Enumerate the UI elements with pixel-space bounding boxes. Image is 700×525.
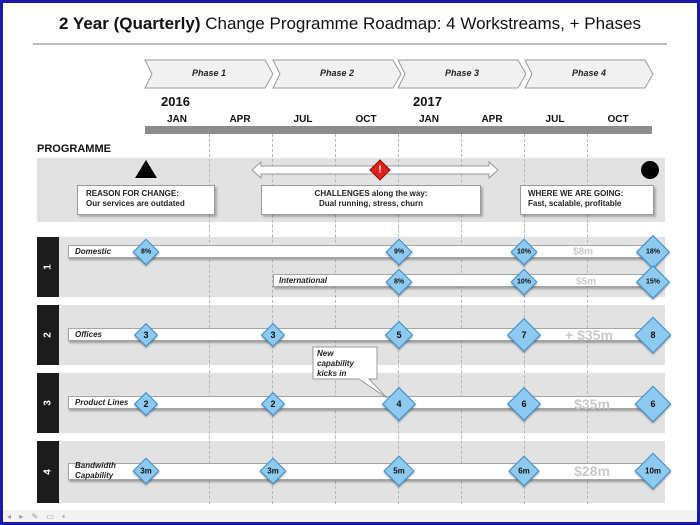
milestone-label: 3 xyxy=(143,330,149,340)
start-triangle-icon xyxy=(134,159,158,179)
phase-2-chevron: Phase 2 xyxy=(272,59,402,89)
milestone-label: 6m xyxy=(518,466,530,476)
workstream-2-tab: 2 xyxy=(37,305,59,365)
milestone-label: 4 xyxy=(396,399,402,409)
row-label-offices: Offices xyxy=(75,330,102,339)
milestone-label: 5 xyxy=(396,330,402,340)
phase-1-chevron: Phase 1 xyxy=(144,59,274,89)
month-label: JUL xyxy=(545,114,565,125)
workstream-1-tab: 1 xyxy=(37,237,59,297)
milestone-label: 8% xyxy=(393,278,405,286)
title-divider xyxy=(33,43,667,45)
row-label-bandwidth-capability: Bandwidth Capability xyxy=(75,461,116,480)
note-text: New capability kicks in xyxy=(317,349,354,378)
international-bar xyxy=(273,274,657,287)
month-label: JAN xyxy=(166,114,187,125)
milestone-label: 3m xyxy=(267,466,279,476)
where-we-are-going-callout: WHERE WE ARE GOING: Fast, scalable, profitable xyxy=(520,185,654,215)
milestone-label: 5m xyxy=(393,466,405,476)
milestone-label: 10% xyxy=(516,248,532,256)
timeline-bar xyxy=(145,126,652,134)
month-label: APR xyxy=(481,114,503,125)
alert-symbol: ! xyxy=(378,164,382,176)
row-label-domestic: Domestic xyxy=(75,247,112,256)
end-circle-icon xyxy=(640,160,660,180)
milestone-label: 2 xyxy=(143,399,149,409)
year-2017: 2017 xyxy=(413,94,442,109)
bandwidth-annotation: $28m xyxy=(574,463,610,479)
milestone-label: 6 xyxy=(521,399,527,409)
product-lines-annotation: $35m xyxy=(574,396,610,412)
milestone-label: 10m xyxy=(644,466,662,476)
milestone-label: 3m xyxy=(140,466,152,476)
slide-canvas xyxy=(3,3,697,522)
workstream-3-tab: 3 xyxy=(37,373,59,433)
milestone-label: 6 xyxy=(650,399,656,409)
offices-annotation: + $35m xyxy=(565,327,613,343)
phase-3-chevron: Phase 3 xyxy=(397,59,527,89)
page-title: 2 Year (Quarterly) Change Programme Roadmap: 4 Workstreams, + Phases xyxy=(59,14,641,33)
milestone-label: 15% xyxy=(645,278,661,286)
milestone-label: 8 xyxy=(650,330,656,340)
milestone-label: 3 xyxy=(270,330,276,340)
domestic-annotation: $8m xyxy=(572,246,594,258)
month-label: APR xyxy=(229,114,251,125)
month-label: OCT xyxy=(607,114,629,125)
challenges-callout: CHALLENGES along the way: Dual running, stress, churn xyxy=(261,185,481,215)
milestone-label: 9% xyxy=(393,248,405,256)
milestone-label: 18% xyxy=(645,248,661,256)
month-label: JAN xyxy=(418,114,439,125)
year-2016: 2016 xyxy=(161,94,190,109)
phase-4-chevron: Phase 4 xyxy=(524,59,654,89)
slide-controls-icon: ◂ ▸ ✎ ▭ ▪ xyxy=(7,512,69,521)
month-label: OCT xyxy=(355,114,377,125)
row-label-product-lines: Product Lines xyxy=(75,398,129,407)
milestone-label: 7 xyxy=(521,330,527,340)
milestone-label: 8% xyxy=(140,248,152,256)
row-label-international: International xyxy=(279,276,328,285)
workstream-4-tab: 4 xyxy=(37,441,59,503)
reason-for-change-callout: REASON FOR CHANGE: Our services are outdated xyxy=(77,185,215,215)
month-label: JUL xyxy=(293,114,313,125)
milestone-label: 10% xyxy=(516,278,532,286)
programme-label: PROGRAMME xyxy=(37,143,111,155)
footer-strip xyxy=(3,510,697,522)
international-annotation: $5m xyxy=(575,276,597,288)
milestone-label: 2 xyxy=(270,399,276,409)
